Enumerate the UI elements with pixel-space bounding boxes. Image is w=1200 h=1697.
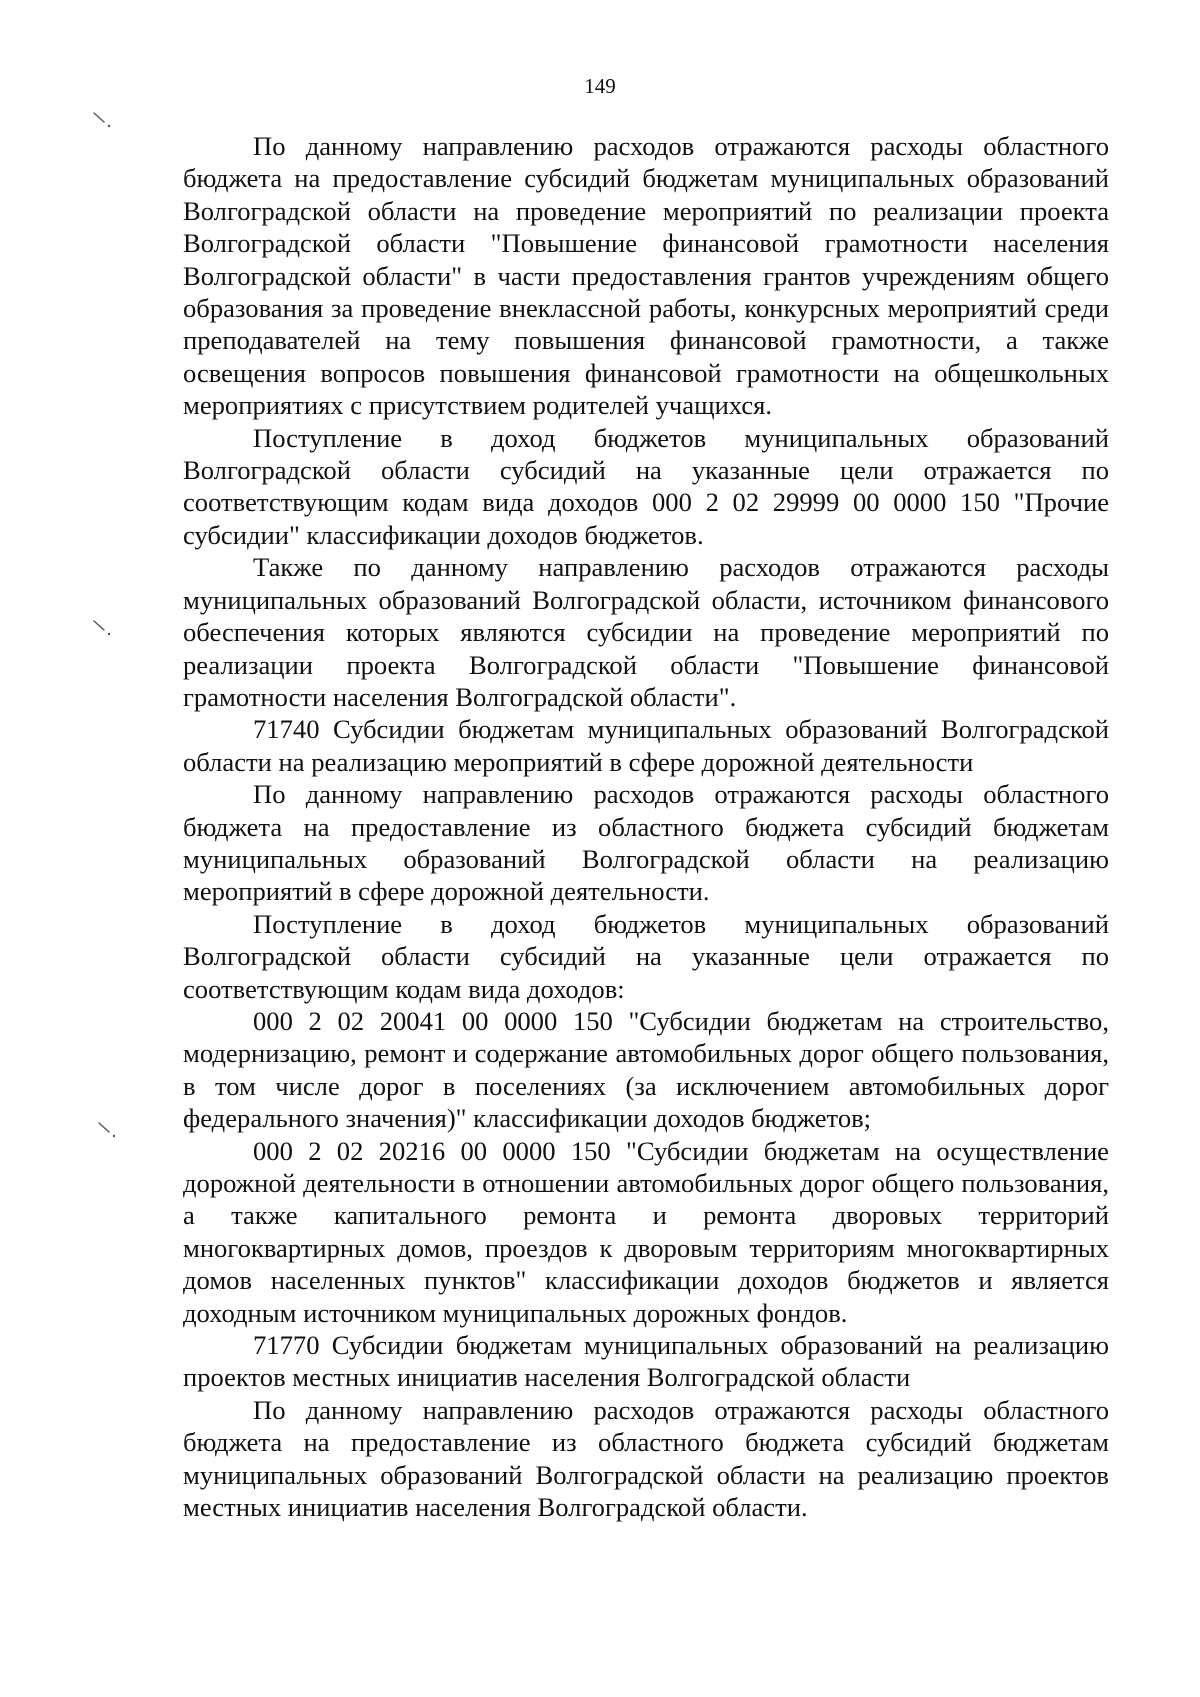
paragraph-local-initiatives-expenditure: По данному направлению расходов отражаются расходы областного бюджета на предоставление из областного бюджета субсидий бюджетам муниципальных образований Волгоградской области на реализацию проектов местных инициатив населения Волгоградской области. [183,1394,1109,1523]
punch-hole-mark [97,1120,123,1142]
paragraph-expenditure-description: По данному направлению расходов отражаются расходы областного бюджета на предоставление субсидий бюджетам муниципальных образований Волгоградской области на проведение мероприятий по реализации проекта Волгоградской области "Повышение финансовой грамотности населения Волгоградской области" в части предоставления грантов учреждениям общего образования за проведение внеклассной работы, конкурсных мероприятий среди преподавателей на тему повышения финансовой грамотности, а также освещения вопросов повышения финансовой грамотности на общешкольных мероприятиях с присутствием родителей учащихся. [183,131,1109,421]
punch-hole-mark [92,110,118,132]
paragraph-income-receipt: Поступление в доход бюджетов муниципальных образований Волгоградской области субсидий на указанные цели отражается по соответствующим кодам вида доходов 000 2 02 29999 00 0000 150 "Прочие субсидии" классификации доходов бюджетов. [183,422,1109,550]
paragraph-road-expenditure: По данному направлению расходов отражаются расходы областного бюджета на предоставление из областного бюджета субсидий бюджетам муниципальных образований Волгоградской области на реализацию мероприятий в сфере дорожной деятельности. [183,779,1109,907]
section-heading-71770: 71770 Субсидии бюджетам муниципальных образований на реализацию проектов местных инициатив населения Волгоградской области [183,1330,1109,1393]
page-number: 149 [584,74,616,98]
paragraph-municipal-expenditure: Также по данному направлению расходов отражаются расходы муниципальных образований Волгоградской области, источником финансового обеспечения которых являются субсидии на проведение мероприятий по реализации проекта Волгоградской области "Повышение финансовой грамотности населения Волгоградской области". [183,552,1109,712]
punch-hole-mark [92,618,118,640]
income-code-20216: 000 2 02 20216 00 0000 150 "Субсидии бюджетам на осуществление дорожной деятельности в отношении автомобильных дорог общего пользования, а также капитального ремонта и ремонта дворовых территорий многоквартирных домов, проездов к дворовым территориям многоквартирных домов населенных пунктов" классификации доходов бюджетов и является доходным источником муниципальных дорожных фондов. [183,1135,1109,1328]
income-code-20041: 000 2 02 20041 00 0000 150 "Субсидии бюджетам на строительство, модернизацию, ремонт и содержание автомобильных дорог общего пользования, в том числе дорог в поселениях (за исключением автомобильных дорог федерального значения)" классификации доходов бюджетов; [183,1005,1109,1134]
body-text [183,130,1109,1523]
paragraph-road-income-receipt: Поступление в доход бюджетов муниципальных образований Волгоградской области субсидий на указанные цели отражается по соответствующим кодам вида доходов: [183,908,1109,1004]
section-heading-71740: 71740 Субсидии бюджетам муниципальных образований Волгоградской области на реализацию мероприятий в сфере дорожной деятельности [183,714,1109,777]
